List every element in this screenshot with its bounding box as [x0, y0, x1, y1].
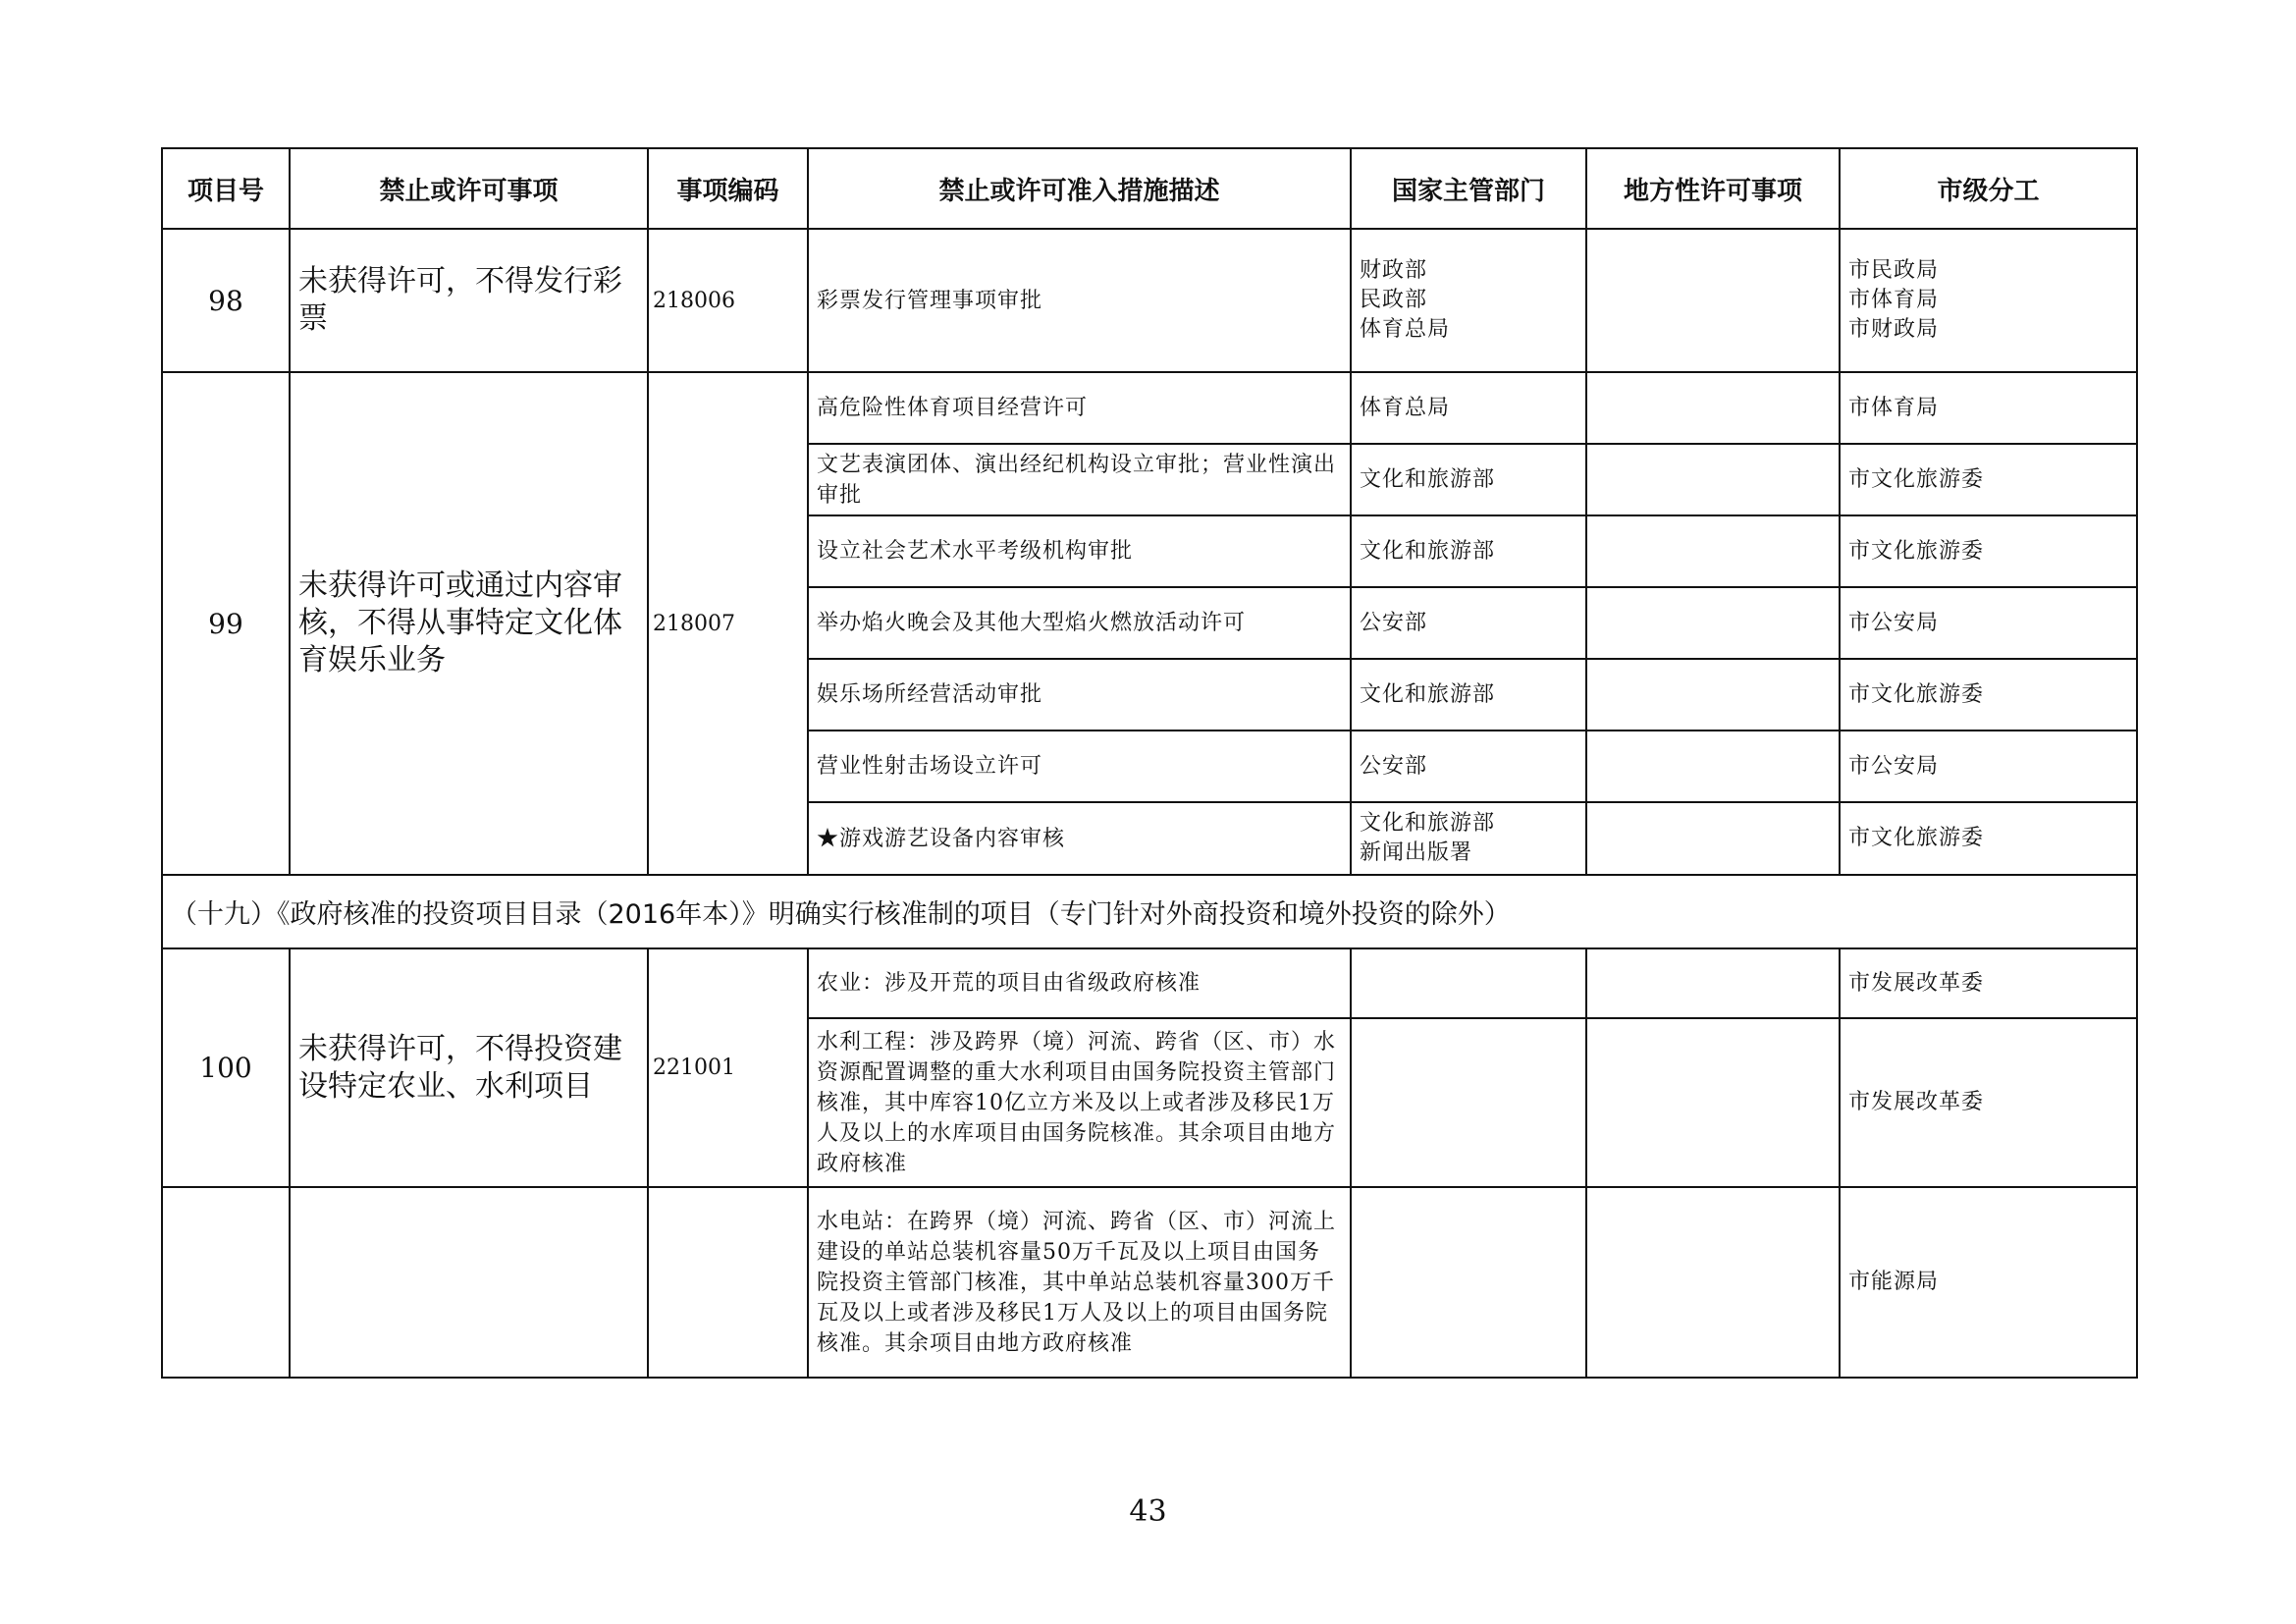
measure-description: ★游戏游艺设备内容审核	[808, 802, 1351, 875]
measure-description: 娱乐场所经营活动审批	[808, 659, 1351, 731]
department-name: 财政部	[1360, 258, 1428, 283]
national-department: 公安部	[1351, 731, 1586, 802]
city-division: 市文化旅游委	[1840, 515, 2137, 587]
local-permit-cell	[1586, 372, 1840, 444]
measure-description: 水利工程：涉及跨界（境）河流、跨省（区、市）水资源配置调整的重大水利项目由国务院投资主管部门核准，其中库容10亿立方米及以上或者涉及移民1万人及以上的水库项目由国务院核准。其余项目由地方政府核准	[808, 1018, 1351, 1187]
city-division: 市能源局	[1840, 1187, 2137, 1378]
national-department: 文化和旅游部	[1351, 659, 1586, 731]
table-row-continued	[162, 1187, 2137, 1378]
table-row-100	[162, 948, 2137, 1018]
table-row-99	[162, 372, 2137, 444]
section-heading: （十九）《政府核准的投资项目目录（2016年本）》明确实行核准制的项目（专门针对外商投资和境外投资的除外）	[162, 875, 2137, 948]
measure-description: 彩票发行管理事项审批	[808, 229, 1351, 372]
measure-description: 水电站：在跨界（境）河流、跨省（区、市）河流上建设的单站总装机容量50万千瓦及以上项目由国务院投资主管部门核准，其中单站总装机容量300万千瓦及以上或者涉及移民1万人及以上的项目由国务院核准。其余项目由地方政府核准	[808, 1187, 1351, 1378]
item-number: 98	[162, 229, 290, 372]
local-permit-cell	[1586, 515, 1840, 587]
header-prohibition: 禁止或许可事项	[290, 148, 648, 229]
city-division: 市公安局	[1840, 731, 2137, 802]
section-heading-row	[162, 875, 2137, 948]
department-name: 体育总局	[1360, 317, 1451, 342]
national-department	[1351, 802, 1586, 875]
national-department	[1351, 1187, 1586, 1378]
header-measure-description: 禁止或许可准入措施描述	[808, 148, 1351, 229]
national-department	[1351, 948, 1586, 1018]
item-number: 99	[162, 372, 290, 875]
local-permit-cell	[1586, 444, 1840, 515]
city-division: 市文化旅游委	[1840, 659, 2137, 731]
measure-description: 营业性射击场设立许可	[808, 731, 1351, 802]
national-department: 体育总局	[1351, 372, 1586, 444]
measure-description: 设立社会艺术水平考级机构审批	[808, 515, 1351, 587]
prohibition-text	[290, 1187, 648, 1378]
city-agency: 市体育局	[1848, 288, 1940, 312]
header-national-department: 国家主管部门	[1351, 148, 1586, 229]
header-item-code: 事项编码	[648, 148, 808, 229]
item-number: 100	[162, 948, 290, 1187]
city-division: 市公安局	[1840, 587, 2137, 659]
national-department	[1351, 1018, 1586, 1187]
prohibition-text: 未获得许可，不得投资建设特定农业、水利项目	[290, 948, 648, 1187]
city-agency: 市民政局	[1848, 258, 1940, 283]
local-permit-cell	[1586, 229, 1840, 372]
item-code: 218006	[648, 229, 808, 372]
page-number: 43	[1129, 1494, 1167, 1529]
national-department: 公安部	[1351, 587, 1586, 659]
national-department: 文化和旅游部	[1351, 515, 1586, 587]
department-name: 民政部	[1360, 288, 1428, 312]
measure-description: 农业：涉及开荒的项目由省级政府核准	[808, 948, 1351, 1018]
measure-description: 文艺表演团体、演出经纪机构设立审批；营业性演出审批	[808, 444, 1351, 515]
local-permit-cell	[1586, 659, 1840, 731]
item-code: 221001	[648, 948, 808, 1187]
city-division	[1840, 229, 2137, 372]
local-permit-cell	[1586, 1018, 1840, 1187]
local-permit-cell	[1586, 1187, 1840, 1378]
national-department: 文化和旅游部	[1351, 444, 1586, 515]
city-division: 市文化旅游委	[1840, 802, 2137, 875]
city-agency: 市财政局	[1848, 317, 1940, 342]
market-access-table	[161, 147, 2138, 1379]
item-code	[648, 1187, 808, 1378]
item-code: 218007	[648, 372, 808, 875]
city-division: 市体育局	[1840, 372, 2137, 444]
national-department	[1351, 229, 1586, 372]
header-item-no: 项目号	[162, 148, 290, 229]
item-number	[162, 1187, 290, 1378]
city-division: 市发展改革委	[1840, 948, 2137, 1018]
header-row	[162, 148, 2137, 229]
local-permit-cell	[1586, 587, 1840, 659]
header-city-division: 市级分工	[1840, 148, 2137, 229]
prohibition-text: 未获得许可，不得发行彩票	[290, 229, 648, 372]
local-permit-cell	[1586, 802, 1840, 875]
prohibition-text: 未获得许可或通过内容审核，不得从事特定文化体育娱乐业务	[290, 372, 648, 875]
department-name: 新闻出版署	[1360, 840, 1473, 865]
measure-description: 高危险性体育项目经营许可	[808, 372, 1351, 444]
local-permit-cell	[1586, 731, 1840, 802]
local-permit-cell	[1586, 948, 1840, 1018]
header-local-permit: 地方性许可事项	[1586, 148, 1840, 229]
table-row-98	[162, 229, 2137, 372]
city-division: 市发展改革委	[1840, 1018, 2137, 1187]
department-name: 文化和旅游部	[1360, 811, 1496, 836]
measure-description: 举办焰火晚会及其他大型焰火燃放活动许可	[808, 587, 1351, 659]
city-division: 市文化旅游委	[1840, 444, 2137, 515]
